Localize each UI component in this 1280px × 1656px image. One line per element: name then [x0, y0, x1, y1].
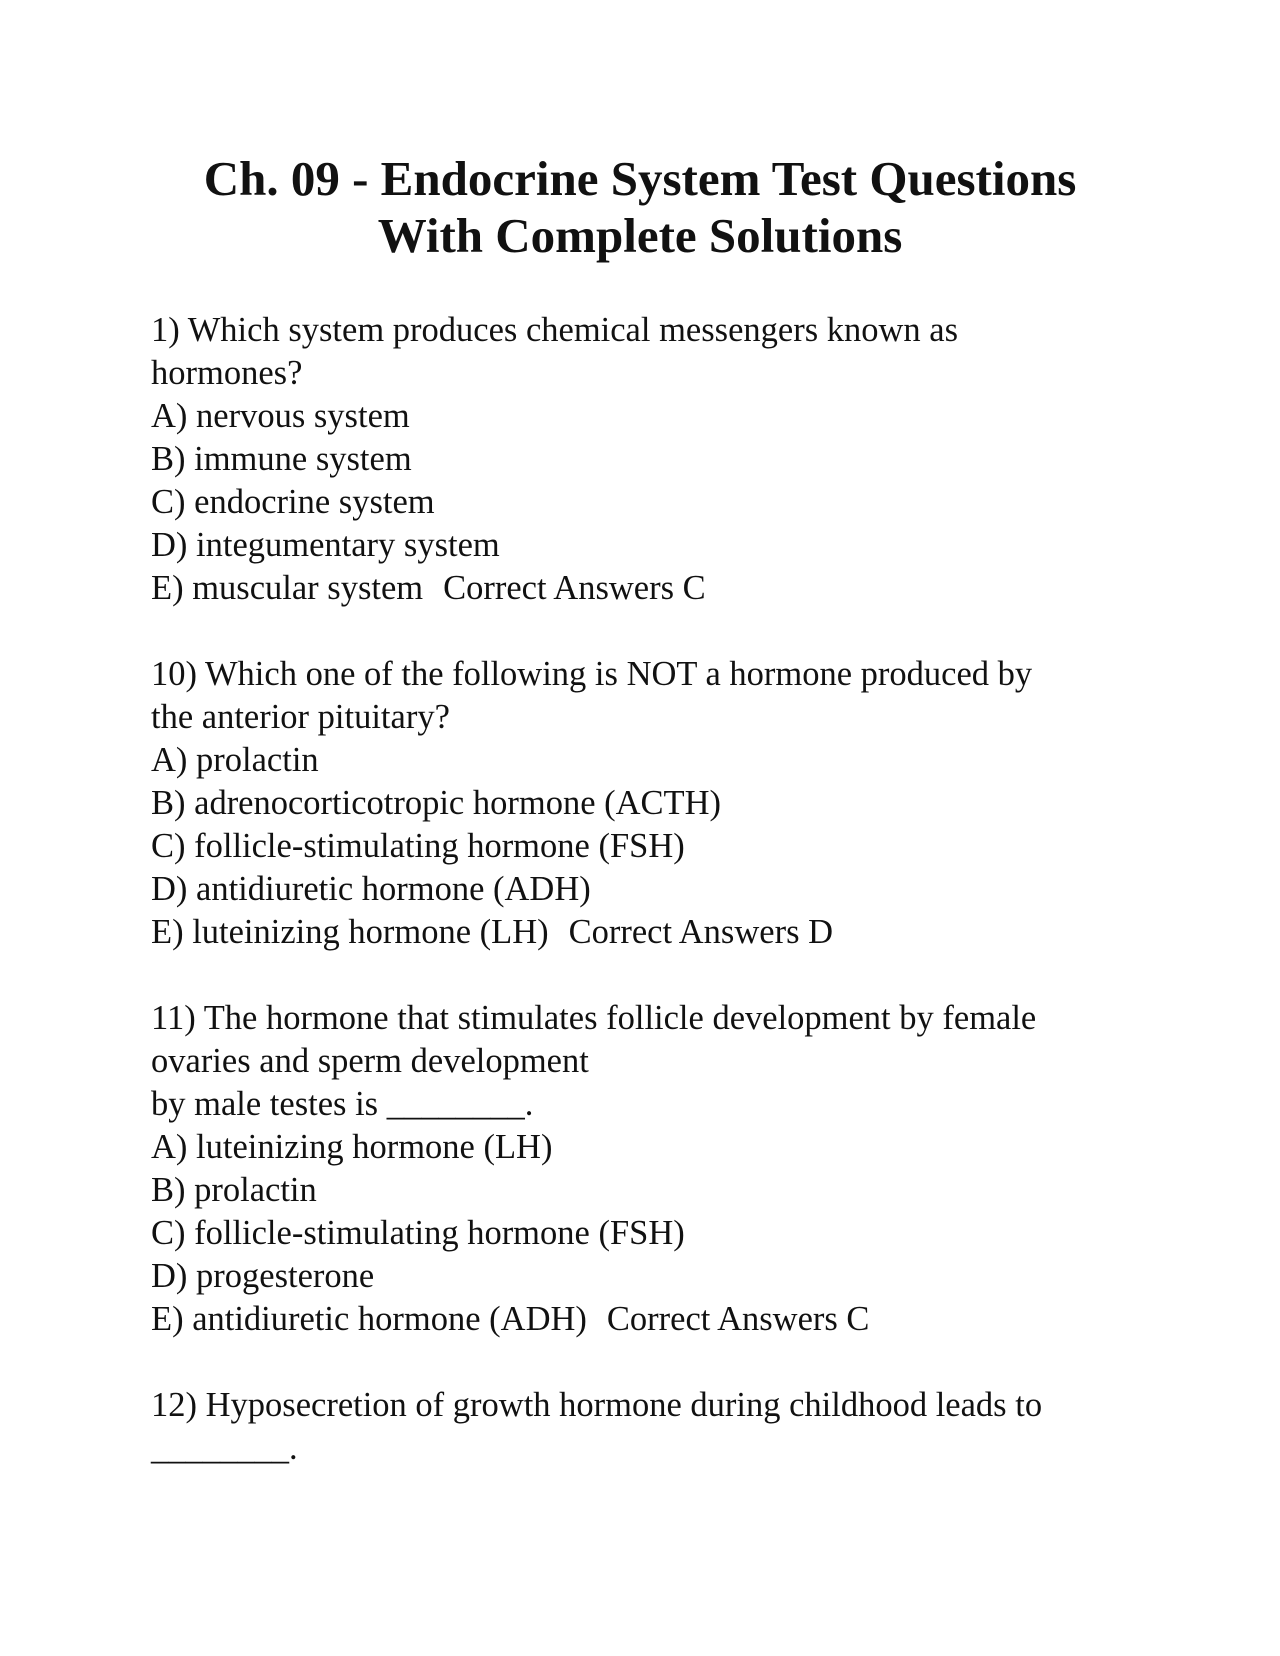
- question-stem: ovaries and sperm development: [151, 1042, 589, 1080]
- answer-option: C) follicle-stimulating hormone (FSH): [151, 827, 685, 865]
- question-stem: 11) The hormone that stimulates follicle development by female: [151, 999, 1037, 1037]
- question-stem: 1) Which system produces chemical messengers known as: [151, 311, 959, 349]
- question-1: [151, 309, 1151, 610]
- question-stem: the anterior pituitary?: [151, 698, 450, 736]
- questions-list: [151, 309, 1151, 1513]
- question-stem: 10) Which one of the following is NOT a hormone produced by: [151, 655, 1033, 693]
- question-10: [151, 653, 1151, 954]
- answer-option: D) progesterone: [151, 1257, 375, 1295]
- answer-option-with-key: [151, 1298, 1151, 1341]
- question-11: [151, 997, 1151, 1341]
- question-stem: ________.: [151, 1429, 298, 1467]
- answer-option: B) immune system: [151, 440, 412, 478]
- correct-answer: Correct Answers C: [443, 569, 706, 607]
- title-line: Ch. 09 - Endocrine System Test Questions: [203, 151, 1077, 206]
- question-stem: by male testes is ________.: [151, 1085, 534, 1123]
- answer-option: D) integumentary system: [151, 526, 500, 564]
- answer-option: E) antidiuretic hormone (ADH): [151, 1300, 587, 1338]
- title-line: With Complete Solutions: [377, 208, 903, 263]
- correct-answer: Correct Answers C: [606, 1300, 870, 1338]
- answer-option: B) adrenocorticotropic hormone (ACTH): [151, 784, 722, 822]
- question-12: [151, 1384, 1151, 1470]
- answer-option: B) prolactin: [151, 1171, 317, 1209]
- question-stem: hormones?: [151, 354, 303, 392]
- answer-option: A) luteinizing hormone (LH): [151, 1128, 553, 1166]
- answer-option: C) follicle-stimulating hormone (FSH): [151, 1214, 685, 1252]
- question-stem: 12) Hyposecretion of growth hormone during childhood leads to: [151, 1386, 1043, 1424]
- document-title: [150, 150, 1130, 264]
- answer-option: A) prolactin: [151, 741, 319, 779]
- answer-option-with-key: [151, 567, 1151, 610]
- answer-option: E) muscular system: [151, 569, 424, 607]
- answer-option: E) luteinizing hormone (LH): [151, 913, 549, 951]
- answer-option: A) nervous system: [151, 397, 410, 435]
- answer-option: C) endocrine system: [151, 483, 435, 521]
- answer-option-with-key: [151, 911, 1151, 954]
- answer-option: D) antidiuretic hormone (ADH): [151, 870, 591, 908]
- correct-answer: Correct Answers D: [568, 913, 834, 951]
